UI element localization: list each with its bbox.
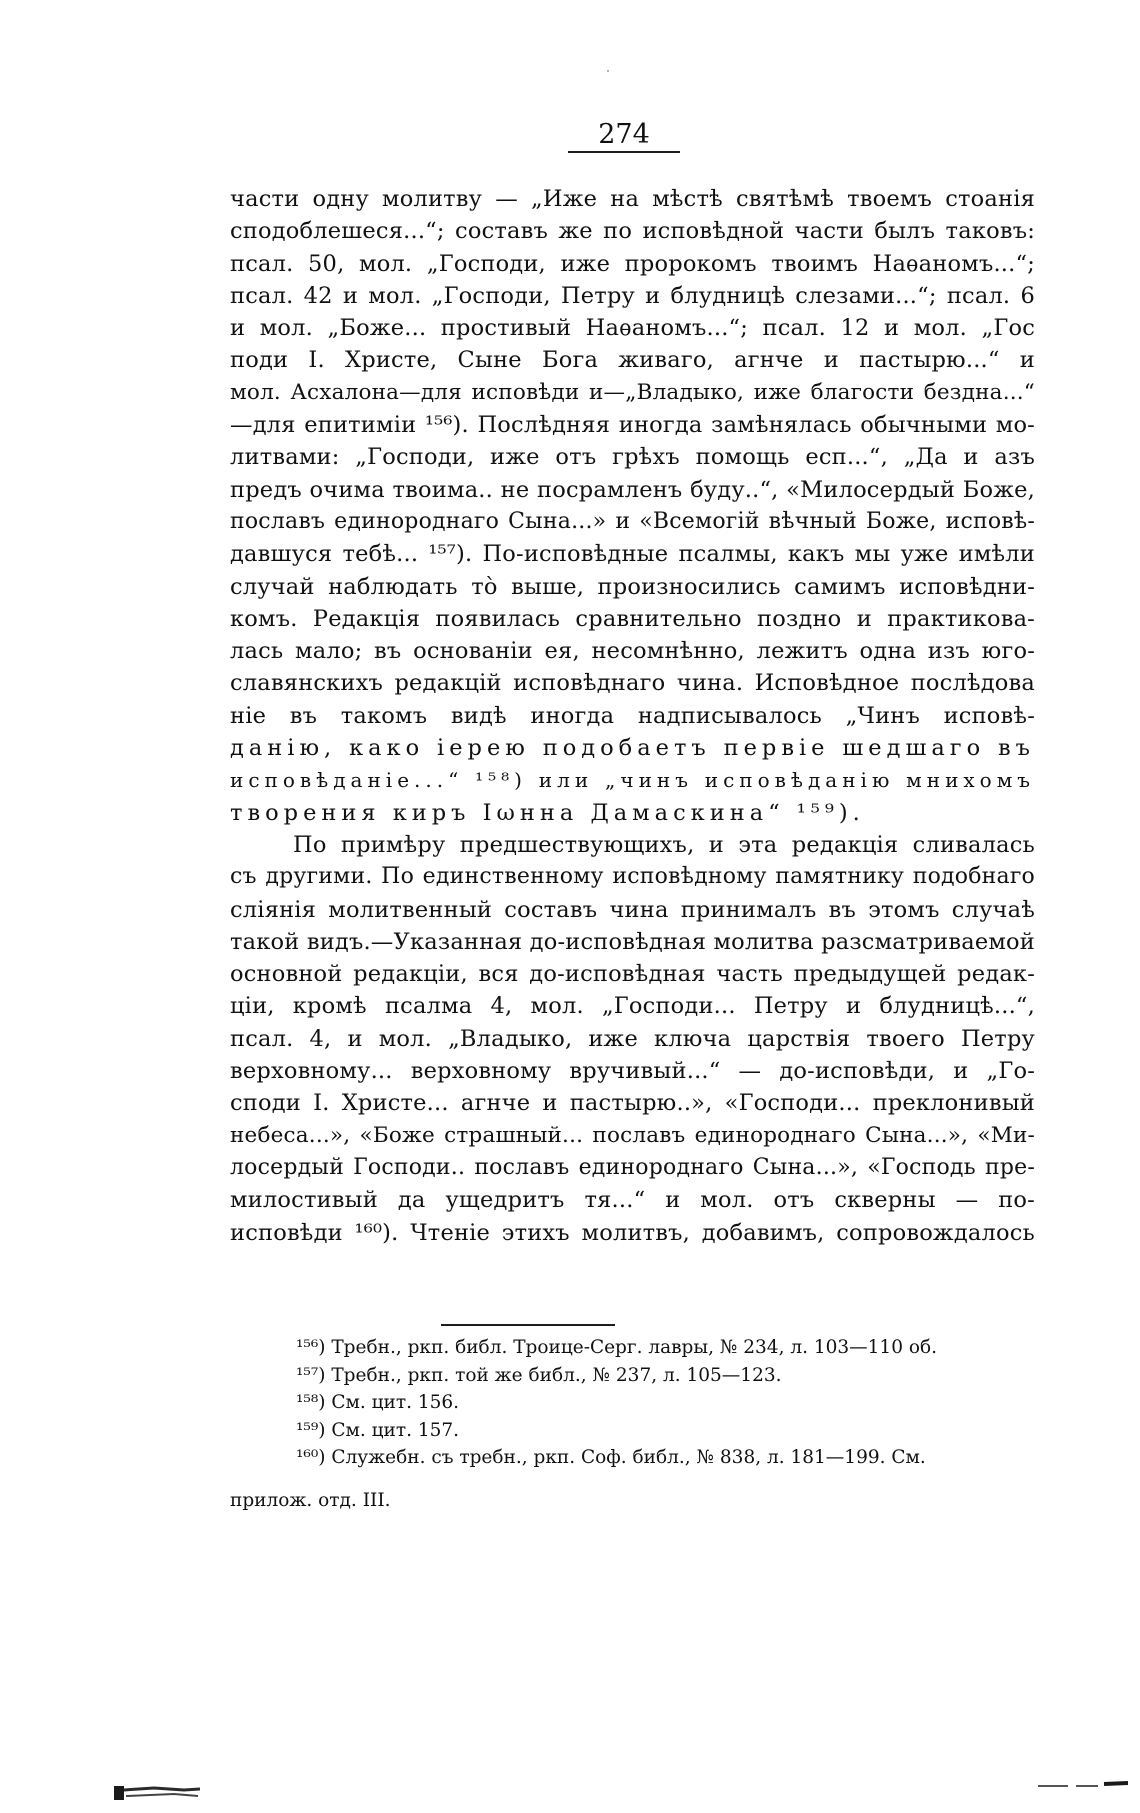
body-line: —для епитиміи ¹⁵⁶). Послѣдняя иногда замѣнялась обычными мо-	[230, 412, 1035, 439]
body-line: сподоблешеся...“; составъ же по исповѣдной части былъ таковъ:	[230, 218, 1035, 245]
body-line: лосердый Господи.. пославъ единороднаго Сына...», «Господь пре-	[230, 1154, 1035, 1180]
body-line: давшуся тебѣ... ¹⁵⁷). По-исповѣдные псалмы, какъ мы уже имѣли	[230, 541, 1035, 568]
body-line: творения киръ Іωнна Дамаскина“ ¹⁵⁹).	[230, 799, 865, 826]
body-line: лась мало; въ основаніи ея, несомнѣнно, лежитъ одна изъ юго-	[230, 638, 1035, 665]
body-line: псал. 42 и мол. „Господи, Петру и блудницѣ слезами...“; псал. 6	[230, 282, 1035, 309]
body-line: части одну молитву — „Иже на мѣстѣ святѣмѣ твоемъ стоанія	[230, 186, 1035, 212]
footnote-continuation: прилож. отд. III.	[230, 1490, 391, 1511]
footnote: ¹⁶⁰) Служебн. съ требн., ркп. Соф. библ., № 838, л. 181—199. См.	[296, 1447, 926, 1468]
body-line: комъ. Редакція появилась сравнительно поздно и практикова-	[230, 605, 1035, 632]
body-line: верховному... верховному вручивый...“ — до-исповѣди, и „Го-	[230, 1058, 1035, 1085]
footnote-separator	[441, 1324, 615, 1326]
body-line: мол. Асхалона—для исповѣди и—„Владыко, иже благости бездна...“	[230, 379, 1035, 405]
body-line: псал. 4, и мол. „Владыко, иже ключа царствія твоего Петру	[230, 1025, 1035, 1052]
scan-speck	[607, 70, 609, 72]
body-line: По примѣру предшествующихъ, и эта редакція сливалась	[293, 831, 1035, 858]
footnote: ¹⁵⁶) Требн., ркп. библ. Троице-Серг. лавры, № 234, л. 103—110 об.	[296, 1337, 938, 1358]
main-text-block	[230, 183, 1035, 1249]
body-line: поди І. Христе, Сыне Бога живаго, агнче и пастырю...“ и	[230, 347, 1035, 374]
body-line: литвами: „Господи, иже отъ грѣхъ помощь есп...“, „Да и азъ	[230, 444, 1035, 471]
body-line: псал. 50, мол. „Господи, иже пророкомъ твоимъ Наѳаномъ...“;	[230, 250, 1035, 277]
body-line: съ другими. По единственному исповѣдному памятнику подобнаго	[230, 864, 1035, 890]
body-line: ніе въ такомъ видѣ иногда надписывалось „Чинъ исповѣ-	[230, 702, 1035, 729]
body-line: славянскихъ редакцій исповѣднаго чина. Исповѣдное послѣдова	[230, 670, 1035, 697]
footnote: ¹⁵⁹) См. цит. 157.	[296, 1419, 460, 1441]
body-line: милостивый да ущедритъ тя...“ и мол. отъ скверны — по-	[230, 1187, 1035, 1214]
body-line: данію, како іерею подобаетъ первіе шедшаго въ	[230, 735, 1035, 762]
body-line: случай наблюдать тò выше, произносились самимъ исповѣдни-	[230, 573, 1035, 600]
page-number-underline	[568, 151, 680, 153]
body-line: основной редакціи, вся до-исповѣдная часть предыдущей редак-	[230, 961, 1035, 988]
footnote: ¹⁵⁷) Требн., ркп. той же библ., № 237, л. 105—123.	[296, 1364, 782, 1386]
body-line: такой видъ.—Указанная до-исповѣдная молитва разсматриваемой	[230, 928, 1035, 955]
body-line: небеса...», «Боже страшный... пославъ единороднаго Сына...», «Ми-	[230, 1122, 1035, 1148]
body-line: ціи, кромѣ псалма 4, мол. „Господи... Петру и блудницѣ...“,	[230, 993, 1035, 1020]
body-line: предъ очима твоима.. не посрамленъ буду..“, «Милосердый Боже,	[230, 476, 1035, 503]
body-line: исповѣданіе...“ ¹⁵⁸) или „чинъ исповѣданію мнихомъ	[230, 768, 1035, 793]
body-line: исповѣди ¹⁶⁰). Чтеніе этихъ молитвъ, добавимъ, сопровождалось	[230, 1219, 1035, 1246]
scan-artifact-right	[1038, 1778, 1128, 1794]
footnotes-block	[296, 1334, 1037, 1472]
body-line: споди І. Христе... агнче и пастырю..», «Господи... преклонивый	[230, 1090, 1035, 1117]
page-number: 274	[598, 119, 650, 150]
body-line: и мол. „Боже... простивый Наѳаномъ...“; псал. 12 и мол. „Гос	[230, 315, 1035, 342]
footnote: ¹⁵⁸) См. цит. 156.	[296, 1392, 460, 1413]
body-line: сліянія молитвенный составъ чина принималъ въ этомъ случаѣ	[230, 896, 1035, 923]
scan-artifact-left	[114, 1778, 200, 1800]
body-line: пославъ единороднаго Сына...» и «Всемогій вѣчный Боже, исповѣ-	[230, 508, 1035, 534]
